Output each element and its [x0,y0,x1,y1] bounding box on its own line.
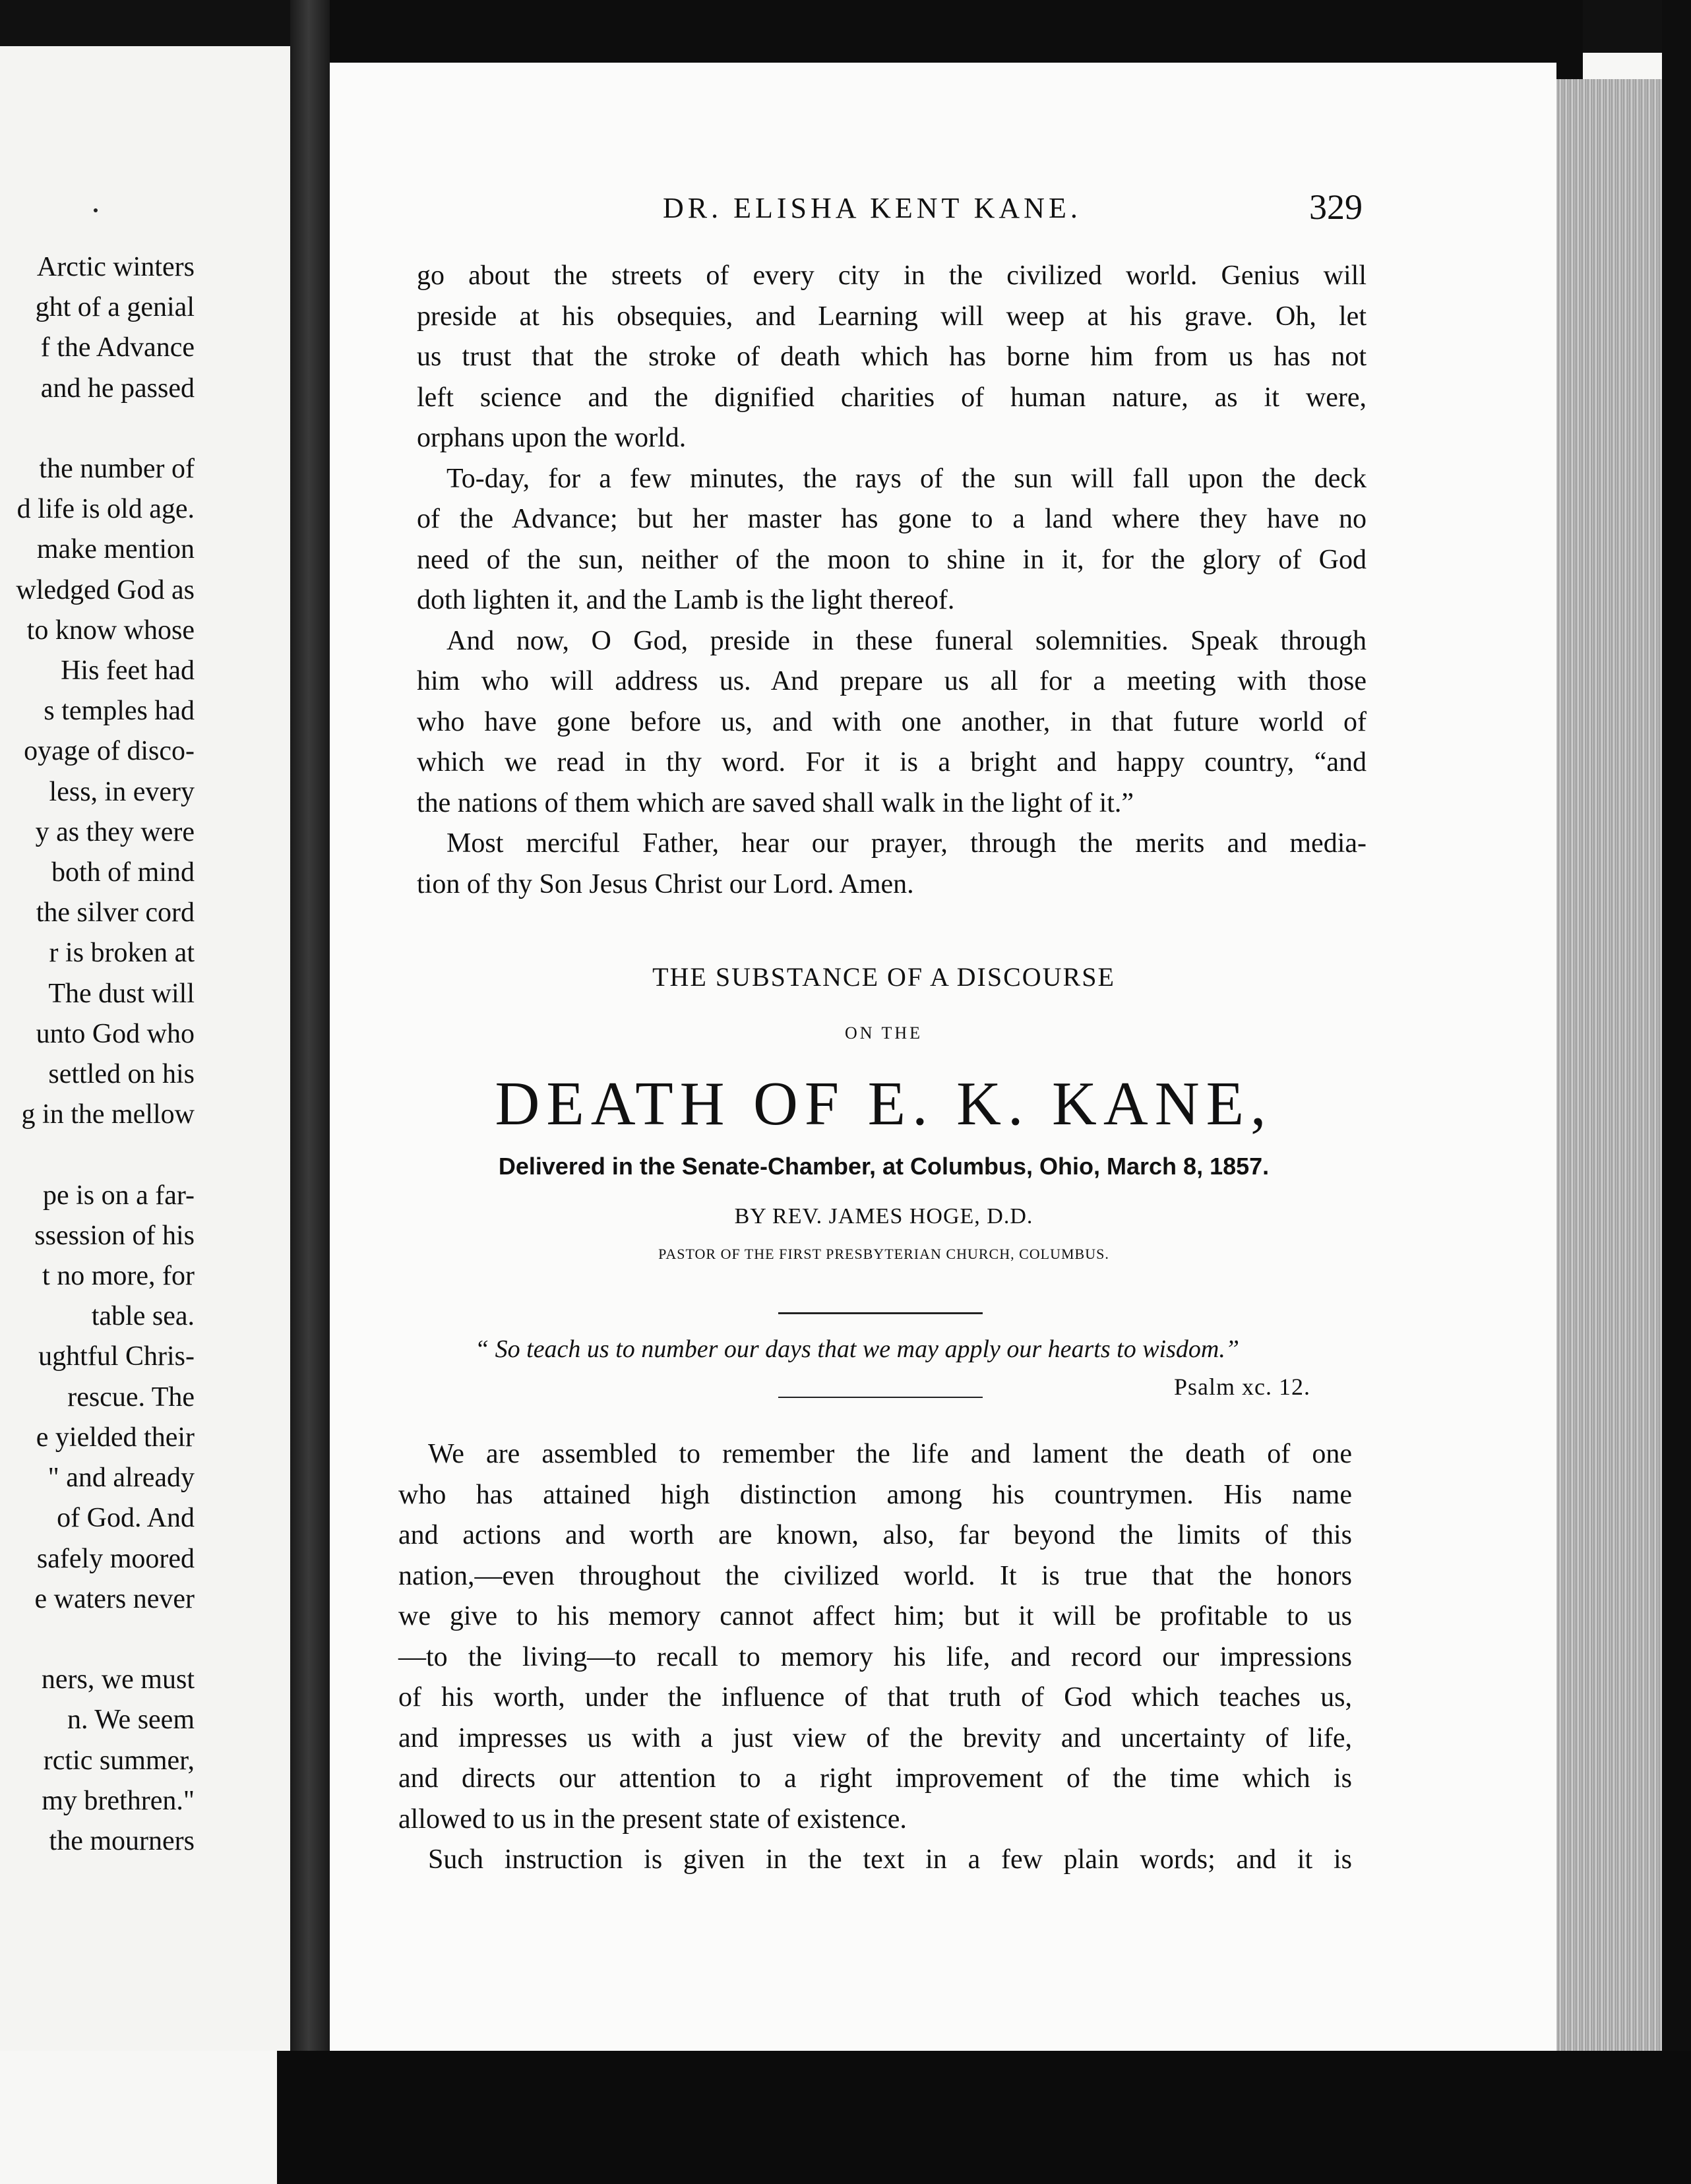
left-page-line: f the Advance [40,332,195,363]
left-page-line: s temples had [44,696,195,727]
author-line: BY REV. JAMES HOGE, D.D. [734,1204,1033,1228]
left-page-line: r is broken at [49,938,195,969]
left-page-line: Arctic winters [36,252,195,282]
left-page [0,46,310,2051]
left-page-line [0,409,195,449]
scan-border-right [1662,0,1691,2184]
left-page-line: oyage of disco- [24,736,195,767]
left-page-line: g in the mellow [21,1099,195,1130]
left-page-line: pe is on a far- [42,1180,195,1211]
left-page-line: the silver cord [36,897,195,928]
left-page-line: e yielded their [36,1422,195,1453]
left-page-line: ners, we must [41,1664,195,1695]
text-line: need of the sun, neither of the moon to shine in it, for the glory of God [417,544,1367,575]
left-page-line: both of mind [51,857,195,888]
author-title: PASTOR OF THE FIRST PRESBYTERIAN CHURCH, COLUMBUS. [658,1246,1109,1262]
text-line: Most merciful Father, hear our prayer, through the merits and media- [446,828,1367,859]
text-line: and impresses us with a just view of the brevity and uncertainty of life, [398,1722,1352,1753]
text-line: who have gone before us, and with one another, in that future world of [417,706,1367,737]
text-line: and directs our attention to a right improvement of the time which is [398,1763,1352,1794]
left-page-line: table sea. [91,1301,195,1332]
left-page-line: make mention [36,534,195,565]
left-page-line: unto God who [36,1018,195,1049]
delivery-note: Delivered in the Senate-Chamber, at Columbus, Ohio, March 8, 1857. [498,1153,1270,1180]
text-line: us trust that the stroke of death which has borne him from us has not [417,342,1367,372]
running-head: DR. ELISHA KENT KANE. [663,192,1082,224]
text-line: tion of thy Son Jesus Christ our Lord. Amen. [417,868,914,899]
discourse-title: DEATH OF E. K. KANE, [495,1070,1273,1138]
left-page-line: The dust will [48,978,195,1009]
left-page-line: t no more, for [42,1261,195,1292]
left-page-line: of God. And [57,1503,195,1534]
text-line: him who will address us. And prepare us all for a meeting with those [417,666,1367,696]
text-line: We are assembled to remember the life and lament the death of one [428,1439,1352,1469]
sermon-text [398,1434,1352,1881]
text-line: of his worth, under the influence of that truth of God which teaches us, [398,1682,1352,1713]
left-page-line: my brethren." [42,1785,195,1816]
left-page-line: " and already [47,1463,195,1494]
page-number: 329 [1309,187,1363,227]
text-line: preside at his obsequies, and Learning will weep at his grave. Oh, let [417,301,1367,332]
text-line: orphans upon the world. [417,423,687,453]
divider-rule [778,1397,983,1398]
ink-speck [94,208,98,212]
text-line: And now, O God, preside in these funeral solemnities. Speak through [446,625,1367,656]
text-line: of the Advance; but her master has gone to a land where they have no [417,504,1367,534]
left-page-line: His feet had [61,655,195,686]
left-page-line: y as they were [35,816,195,847]
text-line: left science and the dignified charities of human nature, as it were, [417,382,1367,413]
left-page-line: e waters never [34,1583,195,1614]
text-line: nation,—even throughout the civilized world. It is true that the honors [398,1560,1352,1591]
text-line: the nations of them which are saved shall walk in the light of it.” [417,787,1134,818]
text-line: To-day, for a few minutes, the rays of the sun will fall upon the deck [446,463,1367,494]
scan-border-bottom [277,2051,1691,2184]
left-page-line: the mourners [49,1825,195,1856]
epigraph-citation: Psalm xc. 12. [1174,1374,1310,1400]
page-edges [1556,79,1662,2057]
text-line: —to the living—to recall to memory his life, and record our impressions [398,1641,1352,1672]
left-page-line: settled on his [48,1059,195,1090]
prayer-text [417,256,1367,905]
left-page-line: ght of a genial [35,292,195,323]
left-page-text [0,247,195,1862]
left-page-line: rescue. The [67,1381,195,1412]
text-line: go about the streets of every city in the civilized world. Genius will [417,260,1367,291]
left-page-line: d life is old age. [16,494,195,525]
left-page-line: and he passed [40,373,195,404]
left-page-line: rctic summer, [43,1745,195,1776]
left-page-line: ssession of his [34,1220,195,1251]
left-page-line [0,1135,195,1175]
left-page-line: the number of [39,454,195,485]
left-page-line: safely moored [36,1543,195,1574]
left-page-line: ughtful Chris- [38,1341,195,1372]
left-page-line: to know whose [26,615,195,646]
discourse-on-the: ON THE [844,1023,923,1043]
divider-rule [778,1312,983,1314]
left-page-line [0,1620,195,1660]
text-line: allowed to us in the present state of existence. [398,1804,907,1835]
epigraph: “ So teach us to number our days that we may apply our hearts to wisdom.” [475,1335,1239,1363]
text-line: Such instruction is given in the text in a few plain words; and it is [428,1844,1352,1875]
text-line: and actions and worth are known, also, far beyond the limits of this [398,1520,1352,1550]
left-page-line: less, in every [49,776,195,807]
left-page-line: wledged God as [16,574,195,605]
left-page-line: n. We seem [67,1705,195,1736]
text-line: doth lighten it, and the Lamb is the light thereof. [417,585,955,615]
text-line: who has attained high distinction among his countrymen. His name [398,1479,1352,1510]
discourse-heading: THE SUBSTANCE OF A DISCOURSE [652,962,1115,992]
text-line: which we read in thy word. For it is a bright and happy country, “and [417,747,1367,777]
text-line: we give to his memory cannot affect him; but it will be profitable to us [398,1601,1352,1631]
